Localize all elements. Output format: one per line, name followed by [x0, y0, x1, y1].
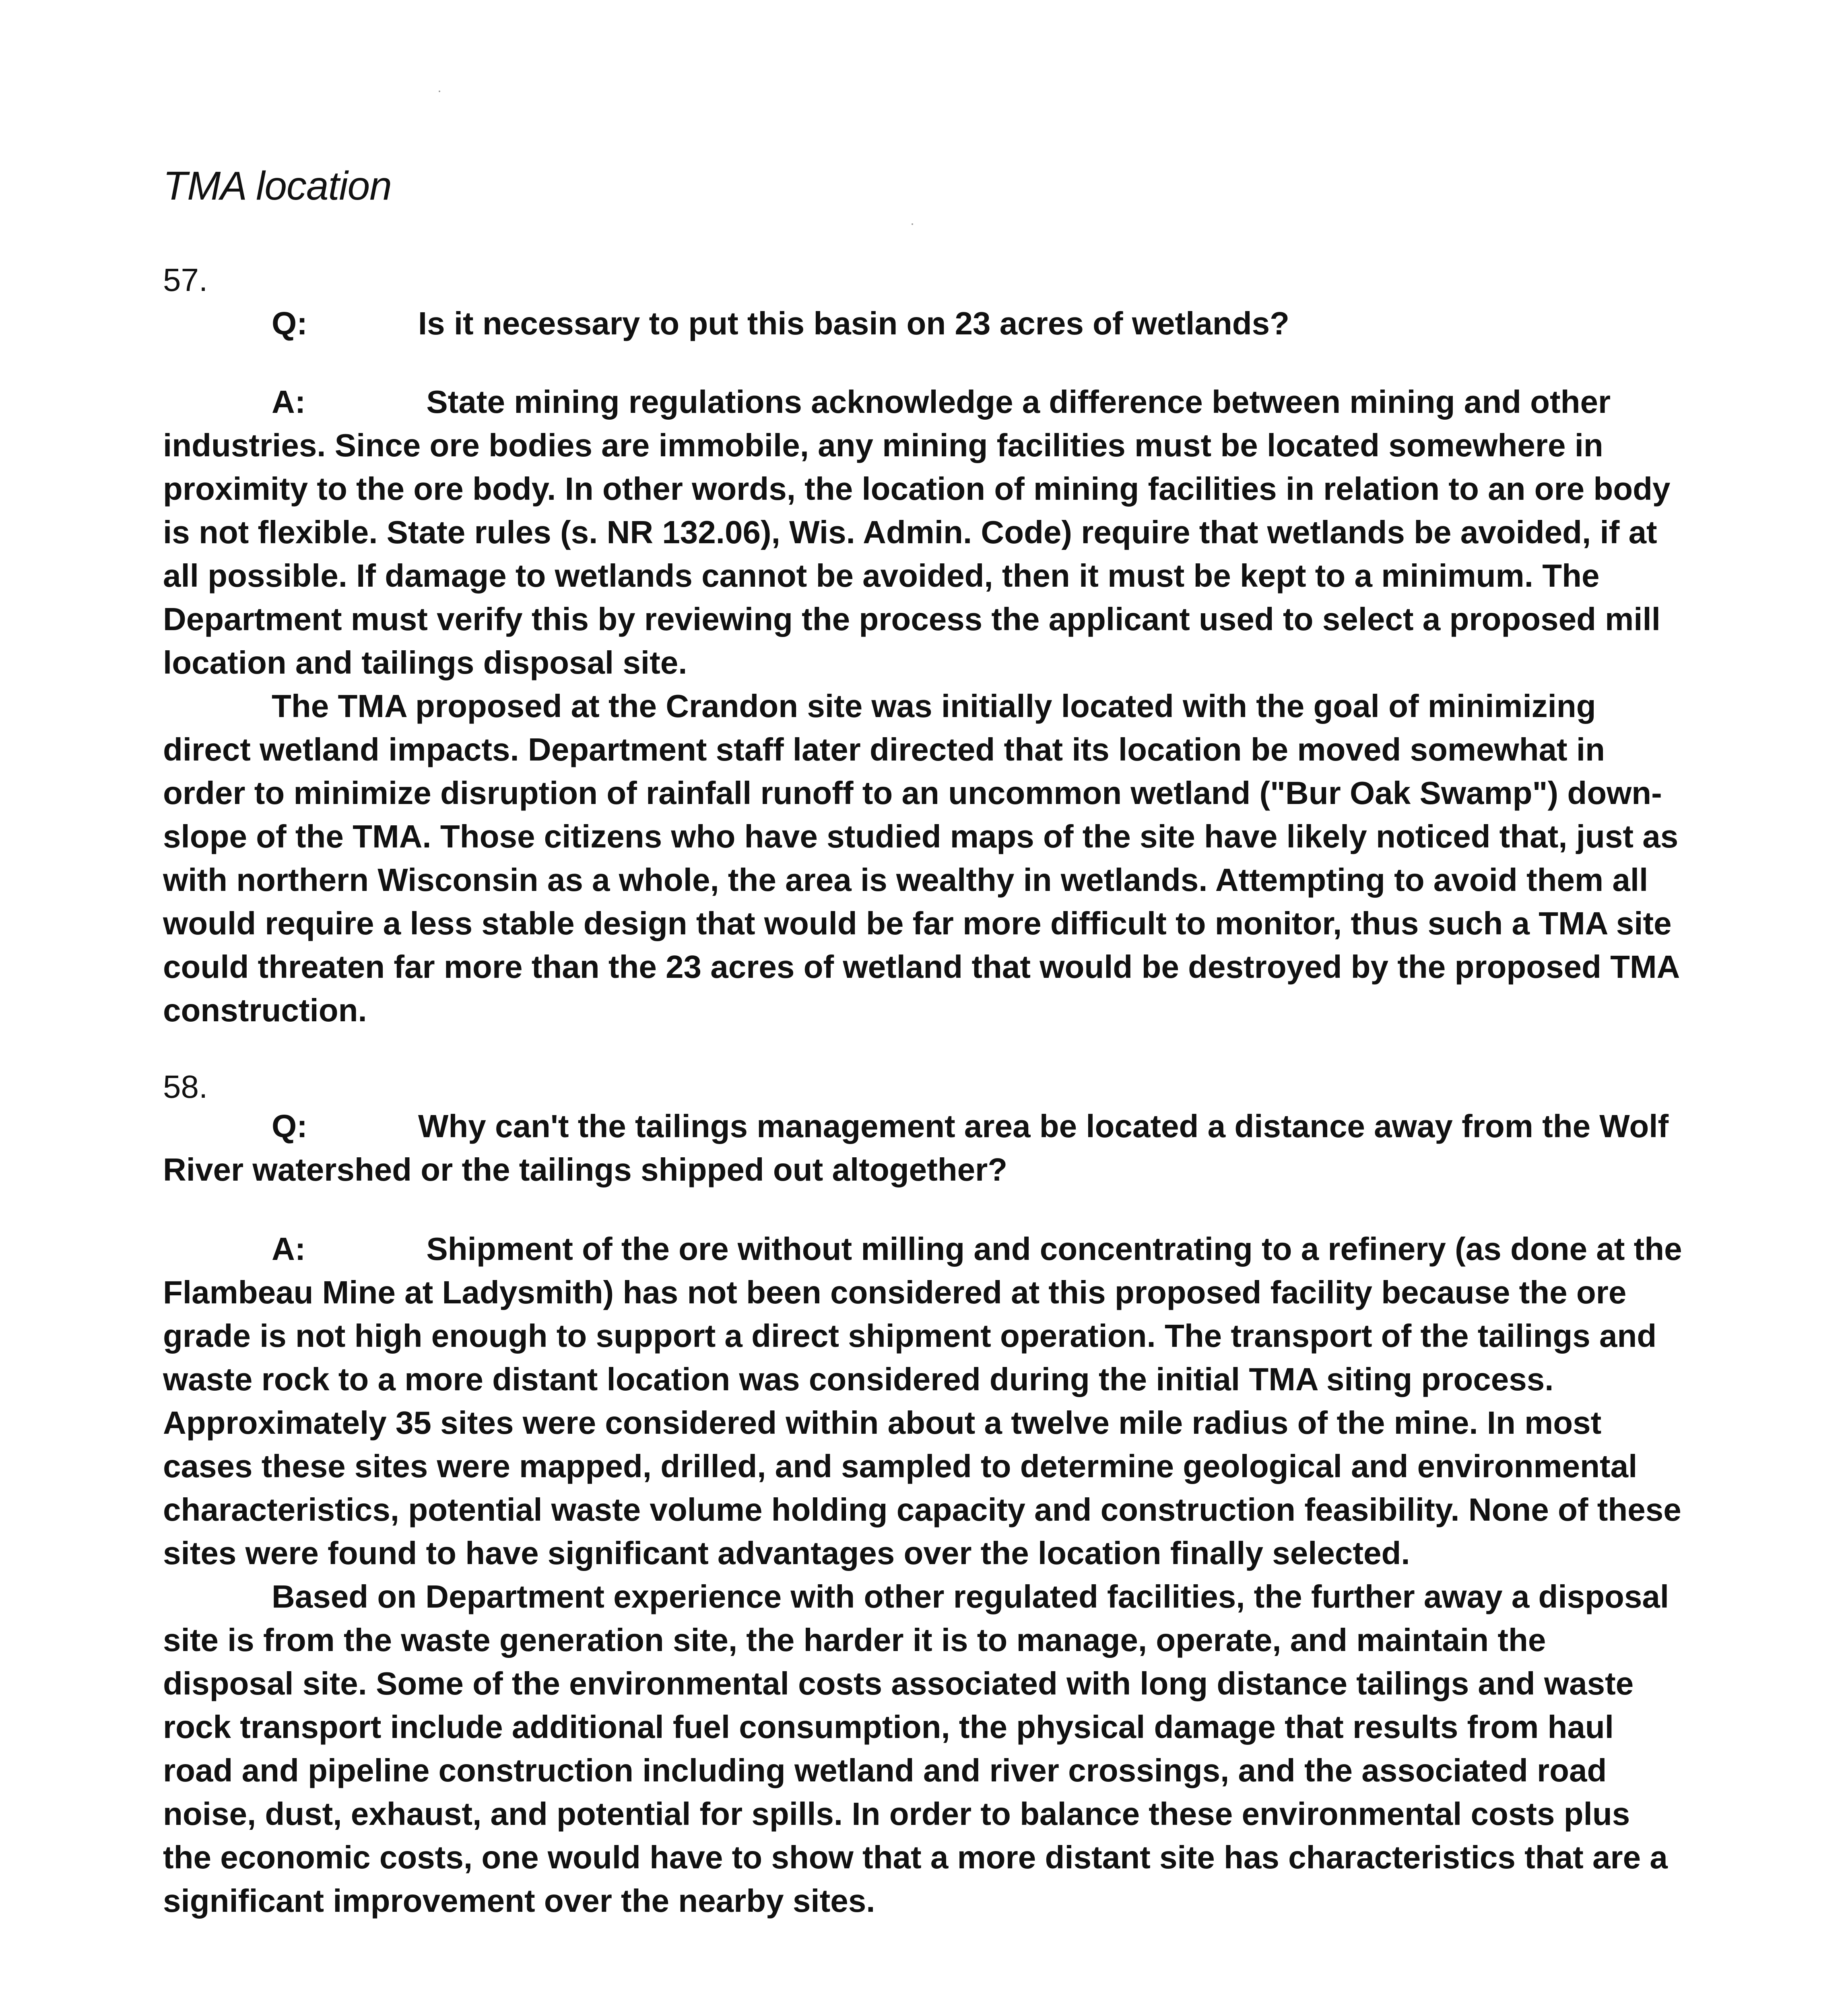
- scan-speck: [439, 91, 440, 92]
- answer-paragraph: [163, 1227, 1684, 1575]
- answer-paragraph-text: State mining regulations acknowledge a difference between mining and other industries. Since ore bodies are immobile, any mining facilities must be located somewhere in proximity to the ore body. In other words, the location of mining facilities in relation to an ore body is not flexible. State rules (s. NR 132.06), Wis. Admin. Code) require that wetlands be avoided, if at all possible. If damage to wetlands cannot be avoided, then it must be kept to a minimum. The Department must verify this by reviewing the process the applicant used to select a proposed mill location and tailings disposal site.: [163, 384, 1671, 680]
- answer-paragraph: The TMA proposed at the Crandon site was initially located with the goal of minimizing direct wetland impacts. Department staff later directed that its location be moved somewhat in order to minimize disruption of rainfall runoff to an uncommon wetland ("Bur Oak Swamp") down-slope of the TMA. Those citizens who have studied maps of the site have likely noticed that, just as with northern Wisconsin as a whole, the area is wealthy in wetlands. Attempting to avoid them all would require a less stable design that would be far more difficult to monitor, thus such a TMA site could threaten far more than the 23 acres of wetland that would be destroyed by the proposed TMA construction.: [163, 688, 1679, 1028]
- item-number: 57.: [163, 262, 208, 298]
- question-label: Q:: [272, 305, 307, 341]
- answer-paragraph: [163, 380, 1684, 684]
- question-body: Is it necessary to put this basin on 23 acres of wetlands?: [418, 305, 1289, 341]
- question-body: Why can't the tailings management area be located a distance away from the Wolf River watershed or the tailings shipped out altogether?: [163, 1108, 1669, 1187]
- answer-paragraph: Based on Department experience with other regulated facilities, the further away a disposal site is from the waste generation site, the harder it is to manage, operate, and maintain the disposal site. Some of the environmental costs associated with long distance tailings and waste rock transport include additional fuel consumption, the physical damage that results from haul road and pipeline construction including wetland and river crossings, and the associated road noise, dust, exhaust, and potential for spills. In order to balance these environmental costs plus the economic costs, one would have to show that a more distant site has characteristics that are a significant improvement over the nearby sites.: [163, 1579, 1669, 1919]
- answer-label: A:: [272, 1231, 306, 1267]
- item-number: 58.: [163, 1069, 208, 1105]
- question-text: [163, 1105, 1676, 1192]
- answer-label: A:: [272, 384, 306, 420]
- question-label: Q:: [272, 1108, 307, 1144]
- section-title: TMA location: [163, 163, 392, 208]
- scan-speck: [912, 223, 913, 225]
- answer-block: [163, 1227, 1684, 1923]
- answer-block: [163, 380, 1684, 1032]
- answer-paragraph-text: Shipment of the ore without milling and concentrating to a refinery (as done at the Flambeau Mine at Ladysmith) has not been considered at this proposed facility because the ore grade is not high enough to support a direct shipment operation. The transport of the tailings and waste rock to a more distant location was considered during the initial TMA siting process. Approximately 35 sites were considered within about a twelve mile radius of the mine. In most cases these sites were mapped, drilled, and sampled to determine geological and environmental characteristics, potential waste volume holding capacity and construction feasibility. None of these sites were found to have significant advantages over the location finally selected.: [163, 1231, 1682, 1571]
- question-text: [163, 302, 1676, 345]
